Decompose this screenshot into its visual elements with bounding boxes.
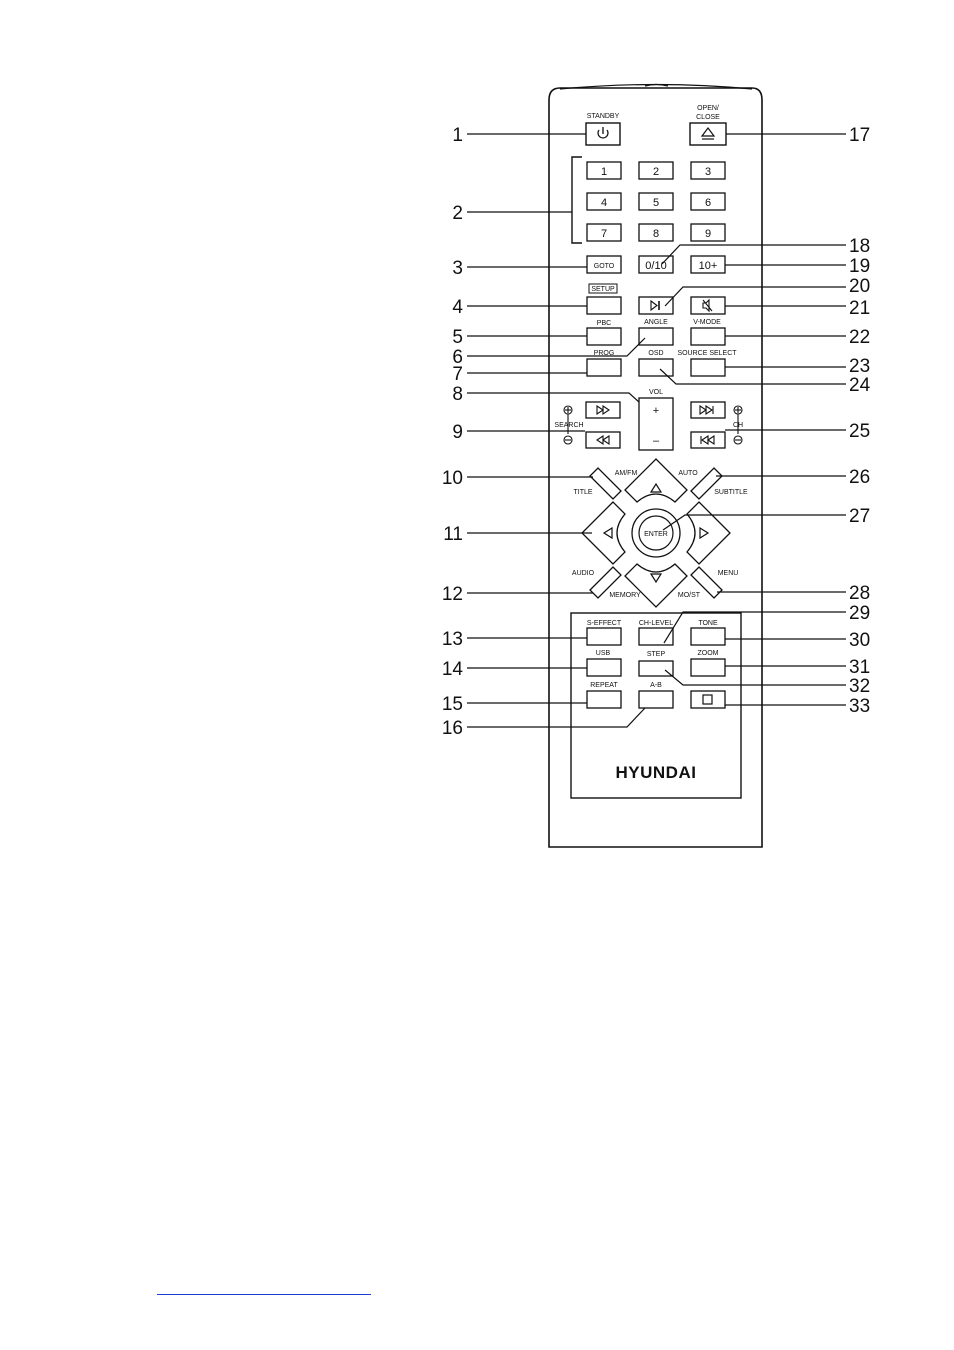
callout-32: 32 [849,676,871,697]
digit-2-label: 2 [652,166,660,178]
digit-8-label: 8 [652,228,660,240]
callout-17: 17 [849,125,871,146]
digit-5-button[interactable] [639,193,673,210]
enter-label: ENTER [644,531,668,538]
label-source-select: SOURCE SELECT [677,350,737,357]
callout-12: 12 [441,584,463,605]
label-open: OPEN/ [697,105,719,112]
label-angle: ANGLE [644,319,668,326]
label-pbc: PBC [596,320,612,327]
a-b-button[interactable] [639,691,673,708]
enter-button[interactable] [632,509,680,557]
label-repeat: REPEAT [590,682,618,689]
mute-button[interactable] [691,297,725,314]
digit-4-button[interactable] [587,193,621,210]
usb-button[interactable] [587,659,621,676]
label-auto: AUTO [678,470,698,477]
label-search: SEARCH [554,422,584,429]
zero-ten-label: 0/10 [645,260,667,272]
callout-27: 27 [849,506,871,527]
label-tone: TONE [698,620,718,627]
standby-button[interactable] [586,123,620,145]
callout-30: 30 [849,630,871,651]
step-button[interactable] [639,661,673,676]
digit-9-button[interactable] [691,224,725,241]
label-title: TITLE [573,489,593,496]
digit-8-button[interactable] [639,224,673,241]
callout-23: 23 [849,356,871,377]
goto-button[interactable] [587,256,621,273]
label-close: CLOSE [696,114,720,121]
tone-button[interactable] [691,628,725,645]
label-usb: USB [595,650,611,657]
callout-18: 18 [849,236,871,257]
vol-plus-label: + [652,405,660,417]
angle-button[interactable] [639,328,673,345]
source-select-button[interactable] [691,359,725,376]
label-standby: STANDBY [586,113,620,120]
ten-plus-label: 10+ [698,260,718,272]
digit-1-label: 1 [600,166,608,178]
callout-6: 6 [452,347,463,368]
label-osd: OSD [648,350,664,357]
prog-button[interactable] [587,359,621,376]
callout-1: 1 [452,125,463,146]
label-zoom: ZOOM [697,650,719,657]
osd-button[interactable] [639,359,673,376]
callout-33: 33 [849,696,871,717]
callout-9: 9 [452,422,463,443]
label-ch: CH [732,422,744,429]
goto-label: GOTO [593,263,615,270]
digit-3-button[interactable] [691,162,725,179]
digit-1-button[interactable] [587,162,621,179]
callout-22: 22 [849,327,871,348]
label-am-fm: AM/FM [614,470,638,477]
callout-26: 26 [849,467,871,488]
label-setup: SETUP [591,286,615,293]
prev-button[interactable] [691,432,725,448]
callout-31: 31 [849,657,871,678]
digit-6-button[interactable] [691,193,725,210]
callout-8: 8 [452,384,463,405]
brand-logo: HYUNDAI [615,763,697,782]
label-prog: PROG [593,350,615,357]
label-subtitle: SUBTITLE [714,489,748,496]
callout-29: 29 [849,603,871,624]
callout-11: 11 [443,524,463,545]
v-mode-button[interactable] [691,328,725,345]
callout-2: 2 [452,203,463,224]
footer-link[interactable] [157,1276,371,1295]
callout-24: 24 [849,375,871,396]
digit-7-button[interactable] [587,224,621,241]
callout-25: 25 [849,421,871,442]
callout-21: 21 [849,298,871,319]
label-step: STEP [646,651,666,658]
digit-9-label: 9 [704,228,712,240]
zoom-button[interactable] [691,659,725,676]
label-s-effect: S-EFFECT [586,620,622,627]
callout-10: 10 [441,468,463,489]
ten-plus-button[interactable] [691,256,725,273]
callout-5: 5 [452,327,463,348]
label-a-b: A-B [650,682,662,689]
vol-minus-label: – [652,435,660,447]
callout-15: 15 [441,694,463,715]
digit-6-label: 6 [704,197,712,209]
pbc-button[interactable] [587,328,621,345]
label-ch-level: CH-LEVEL [638,620,674,627]
digit-2-button[interactable] [639,162,673,179]
digit-5-label: 5 [652,197,660,209]
label-audio: AUDIO [571,570,595,577]
repeat-button[interactable] [587,691,621,708]
label-menu: MENU [717,570,739,577]
label-vol: VOL [648,389,664,396]
callout-4: 4 [452,297,463,318]
setup-button[interactable] [587,297,621,314]
label-memory: MEMORY [609,592,641,599]
digit-3-label: 3 [704,166,712,178]
fast-forward-button[interactable] [586,402,620,418]
s-effect-button[interactable] [587,628,621,645]
next-button[interactable] [691,402,725,418]
digit-4-label: 4 [600,197,608,209]
callout-13: 13 [441,629,463,650]
play-pause-button[interactable] [639,297,673,314]
label-v-mode: V-MODE [693,319,721,326]
callout-20: 20 [849,276,871,297]
digit-7-label: 7 [600,228,608,240]
callout-3: 3 [452,258,463,279]
callout-7: 7 [452,364,463,385]
rewind-button[interactable] [586,432,620,448]
callout-28: 28 [849,583,871,604]
stop-button[interactable] [691,691,725,708]
callout-14: 14 [441,659,463,680]
callout-16: 16 [441,718,463,739]
label-mo-st: MO/ST [677,592,701,599]
callout-19: 19 [849,256,871,277]
open-close-button[interactable] [690,123,726,145]
volume-rocker[interactable] [639,398,673,450]
